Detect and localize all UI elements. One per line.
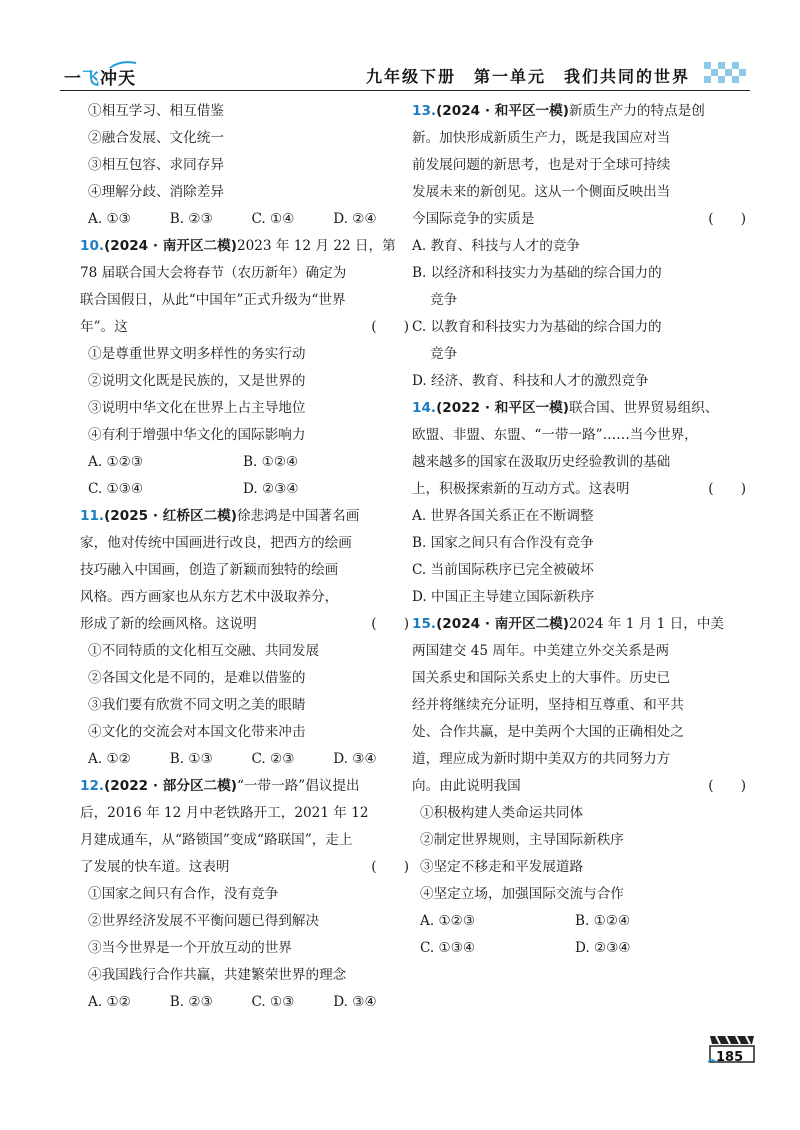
question-text: 欧盟、非盟、东盟、“一带一路”……当今世界， (412, 427, 698, 443)
question-text: 越来越多的国家在汲取历史经验教训的基础 (412, 454, 671, 470)
question-number: 11. (80, 508, 105, 524)
question-source: (2024 · 南开区二模) (104, 238, 237, 254)
question-text: 发展未来的新创见。这从一个侧面反映出当 (412, 184, 671, 200)
question-source: (2024 · 南开区二模) (436, 616, 569, 632)
choice-c: C. ②③ (251, 751, 295, 767)
question-text: 新质生产力的特点是创 (568, 103, 705, 119)
question-12 (80, 773, 415, 1016)
choice-b: B. ②③ (169, 994, 213, 1010)
answer-choices (80, 476, 415, 503)
brand-text-1: 一 (64, 69, 82, 89)
question-text: 风格。西方画家也从东方艺术中汲取养分， (80, 589, 339, 605)
question-source: (2025 · 红桥区二模) (104, 508, 237, 524)
question-15 (412, 611, 752, 962)
option: ③坚定不移走和平发展道路 (420, 859, 584, 875)
choice-a: A. 世界各国关系正在不断调整 (412, 508, 594, 524)
question-text: 两国建交 45 周年。中美建立外交关系是两 (412, 643, 670, 659)
question-text: 新。加快形成新质生产力，既是我国应对当 (412, 130, 671, 146)
answer-bracket: ( ) (371, 319, 409, 335)
question-text: 联合国、世界贸易组织、 (568, 400, 719, 416)
choice-b: B. 国家之间只有合作没有竞争 (412, 535, 594, 551)
option: ④有利于增强中华文化的国际影响力 (88, 427, 306, 443)
option: ②各国文化是不同的，是难以借鉴的 (88, 670, 306, 686)
answer-choices (80, 449, 415, 476)
question-number: 10. (80, 238, 105, 254)
answer-choices (412, 908, 752, 935)
choice-c: C. ①③④ (88, 481, 144, 497)
answer-bracket: ( ) (708, 778, 746, 794)
choice-d: D. ②③④ (243, 481, 299, 497)
option: ①国家之间只有合作，没有竞争 (88, 886, 279, 902)
question-text: 技巧融入中国画，创造了新颖而独特的绘画 (80, 562, 339, 578)
question-11 (80, 503, 415, 773)
question-text: 向。由此说明我国 (412, 778, 521, 794)
question-10 (80, 233, 415, 503)
choice-d: D. ②④ (333, 211, 377, 227)
question-source: (2022 · 部分区二模) (104, 778, 237, 794)
answer-choices (80, 746, 415, 773)
question-text: 月建成通车，从“路锁国”变成“路联国”，走上 (80, 832, 353, 848)
question-source: (2024 · 和平区一模) (436, 103, 569, 119)
choice-a: A. ①② (88, 751, 131, 767)
question-source: (2022 · 和平区一模) (436, 400, 569, 416)
option: ②融合发展、文化统一 (88, 130, 224, 146)
choice-a: A. ①③ (88, 211, 131, 227)
option: ④坚定立场，加强国际交流与合作 (420, 886, 624, 902)
unit-title: 九年级下册 第一单元 我们共同的世界 (365, 67, 690, 86)
question-text: 上，积极探索新的互动方式。这表明 (412, 481, 630, 497)
option: ③说明中华文化在世界上占主导地位 (88, 400, 306, 416)
choice-c-cont: 竞争 (430, 346, 458, 362)
question-text: 2024 年 1 月 1 日，中美 (568, 616, 725, 632)
choice-b: B. ①②④ (243, 454, 299, 470)
option: ①相互学习、相互借鉴 (88, 103, 224, 119)
choice-a: A. ①②③ (420, 913, 476, 929)
question-text: 前发展问题的新思考，也是对于全球可持续 (412, 157, 671, 173)
answer-choices (80, 206, 415, 233)
question-number: 12. (80, 778, 105, 794)
question-text: 联合国假日，从此“中国年”正式升级为“世界 (80, 292, 346, 308)
choice-b: B. ②③ (169, 211, 213, 227)
question-text: 经并将继续充分证明，坚持相互尊重、和平共 (412, 697, 684, 713)
option: ①不同特质的文化相互交融、共同发展 (88, 643, 320, 659)
right-column (412, 98, 752, 962)
answer-bracket: ( ) (708, 211, 746, 227)
option: ②说明文化既是民族的，又是世界的 (88, 373, 306, 389)
page-number: 185 (716, 1050, 744, 1065)
question-number: 15. (412, 616, 437, 632)
choice-b-cont: 竞争 (430, 292, 458, 308)
answer-bracket: ( ) (708, 481, 746, 497)
brand-swoosh-icon (108, 60, 138, 70)
option: ②世界经济发展不平衡问题已得到解决 (88, 913, 320, 929)
option: ④我国践行合作共赢，共建繁荣世界的理念 (88, 967, 347, 983)
brand-text-3: 冲天 (100, 69, 136, 89)
question-text: 国关系史和国际关系史上的大事件。历史已 (412, 670, 671, 686)
option: ③当今世界是一个开放互动的世界 (88, 940, 292, 956)
question-text: 形成了新的绘画风格。这说明 (80, 616, 257, 632)
question-9-remainder (80, 98, 415, 233)
choice-b: B. ①②④ (575, 913, 631, 929)
answer-bracket: ( ) (371, 859, 409, 875)
question-text: 了发展的快车道。这表明 (80, 859, 230, 875)
page-header (50, 52, 750, 92)
choice-c: C. 以教育和科技实力为基础的综合国力的 (412, 319, 662, 335)
option: ①积极构建人类命运共同体 (420, 805, 584, 821)
choice-d: D. ③④ (333, 751, 377, 767)
choice-d: D. 经济、教育、科技和人才的激烈竞争 (412, 373, 649, 389)
choice-c: C. 当前国际秩序已完全被破坏 (412, 562, 594, 578)
header-rule (60, 90, 750, 91)
answer-bracket: ( ) (371, 616, 409, 632)
choice-d: D. ②③④ (575, 940, 631, 956)
question-text: 处、合作共赢，是中美两个大国的正确相处之 (412, 724, 684, 740)
choice-a: A. ①②③ (88, 454, 144, 470)
option: ①是尊重世界文明多样性的务实行动 (88, 346, 306, 362)
answer-choices (80, 989, 415, 1016)
question-13 (412, 98, 752, 395)
answer-choices (412, 935, 752, 962)
option: ④理解分歧、消除差异 (88, 184, 224, 200)
choice-d: D. 中国正主导建立国际新秩序 (412, 589, 595, 605)
question-number: 14. (412, 400, 437, 416)
question-text: 家，他对传统中国画进行改良，把西方的绘画 (80, 535, 352, 551)
option: ③相互包容、求同存异 (88, 157, 224, 173)
question-text: 78 届联合国大会将春节（农历新年）确定为 (80, 265, 347, 281)
brand-text-2: 飞 (82, 69, 100, 89)
option: ②制定世界规则，主导国际新秩序 (420, 832, 624, 848)
choice-c: C. ①③ (251, 994, 295, 1010)
question-text: 徐悲鸿是中国著名画 (236, 508, 360, 524)
choice-d: D. ③④ (333, 994, 377, 1010)
question-text: 今国际竞争的实质是 (412, 211, 535, 227)
option: ④文化的交流会对本国文化带来冲击 (88, 724, 306, 740)
choice-c: C. ①④ (251, 211, 295, 227)
choice-b: B. 以经济和科技实力为基础的综合国力的 (412, 265, 662, 281)
question-text: 道，理应成为新时期中美双方的共同努力方 (412, 751, 671, 767)
question-number: 13. (412, 103, 437, 119)
question-text: “一带一路”倡议提出 (236, 778, 360, 794)
question-text: 后，2016 年 12 月中老铁路开工，2021 年 12 (80, 805, 369, 821)
question-text: 年”。这 (80, 319, 128, 335)
choice-c: C. ①③④ (420, 940, 476, 956)
left-column (80, 98, 415, 1016)
choice-b: B. ①③ (169, 751, 213, 767)
choice-a: A. ①② (88, 994, 131, 1010)
question-text: 2023 年 12 月 22 日，第 (236, 238, 396, 254)
option: ③我们要有欣赏不同文明之美的眼睛 (88, 697, 306, 713)
checker-decoration-icon (702, 56, 750, 88)
question-14 (412, 395, 752, 611)
choice-a: A. 教育、科技与人才的竞争 (412, 238, 580, 254)
